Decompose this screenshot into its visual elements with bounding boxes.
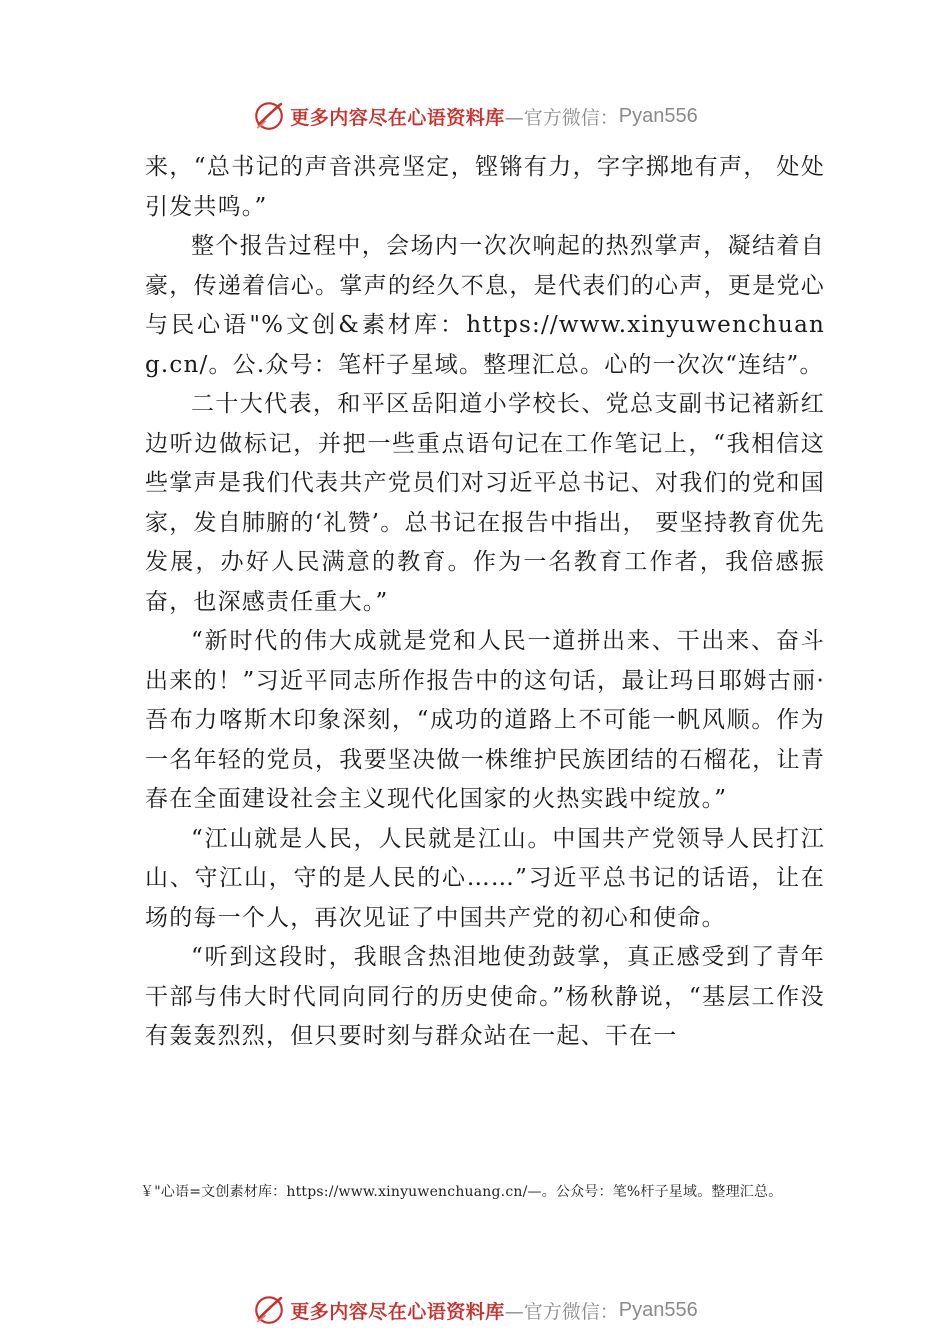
footnote: ￥"心语=文创素材库：https://www.xinyuwenchuang.cn/—。公众号：笔%杆子星域。整理汇总。: [140, 1184, 783, 1200]
paragraph: “听到这段时，我眼含热泪地使劲鼓掌，真正感受到了青年干部与伟大时代同向同行的历史使命。”杨秋静说，“基层工作没有轰轰烈烈，但只要时刻与群众站在一起、干在一: [145, 944, 825, 1049]
header-red-text: 更多内容尽在心语资料库: [290, 106, 505, 129]
footer-banner: [0, 1290, 950, 1330]
footer-wechat-id: Pyan556: [618, 1298, 698, 1321]
paragraph: “江山就是人民，人民就是江山。中国共产党领导人民打江山、守江山，守的是人民的心……”习近平总书记的话语，让在场的每一个人，再次见证了中国共产党的初心和使命。: [145, 825, 825, 931]
footer-gray-text: —官方微信：: [504, 1300, 619, 1323]
brush-logo-icon: [252, 99, 286, 133]
header-wechat-id: Pyan556: [618, 104, 698, 127]
paragraph: 整个报告过程中，会场内一次次响起的热烈掌声，凝结着自豪，传递着信心。掌声的经久不息，是代表们的心声，更是党心与民心语"%文创&素材库：https://www.xinyuwenchuang.cn/。公.众号：笔杆子星域。整理汇总。心的一次次“连结”。: [145, 233, 825, 378]
header-gray-text: —官方微信：: [504, 106, 619, 129]
paragraph: “新时代的伟大成就是党和人民一道拼出来、干出来、奋斗出来的！”习近平同志所作报告中的这句话，最让玛日耶姆古丽·吾布力喀斯木印象深刻，“成功的道路上不可能一帆风顺。作为一名年轻的党员，我要坚决做一株维护民族团结的石榴花，让青春在全面建设社会主义现代化国家的火热实践中绽放。”: [145, 628, 825, 812]
paragraph: 来，“总书记的声音洪亮坚定，铿锵有力，字字掷地有声， 处处引发共鸣。”: [145, 154, 825, 220]
brush-logo-icon: [252, 1293, 286, 1327]
header-banner: [0, 96, 950, 136]
paragraph: 二十大代表，和平区岳阳道小学校长、党总支副书记褚新红边听边做标记，并把一些重点语句记在工作笔记上，“我相信这些掌声是我们代表共产党员们对习近平总书记、对我们的党和国家，发自肺腑的‘礼赞’。总书记在报告中指出， 要坚持教育优先发展，办好人民满意的教育。作为一名教育工作者，我倍感振奋，也深感责任重大。”: [145, 391, 825, 615]
footer-red-text: 更多内容尽在心语资料库: [290, 1300, 505, 1323]
article-body: [145, 148, 825, 1057]
